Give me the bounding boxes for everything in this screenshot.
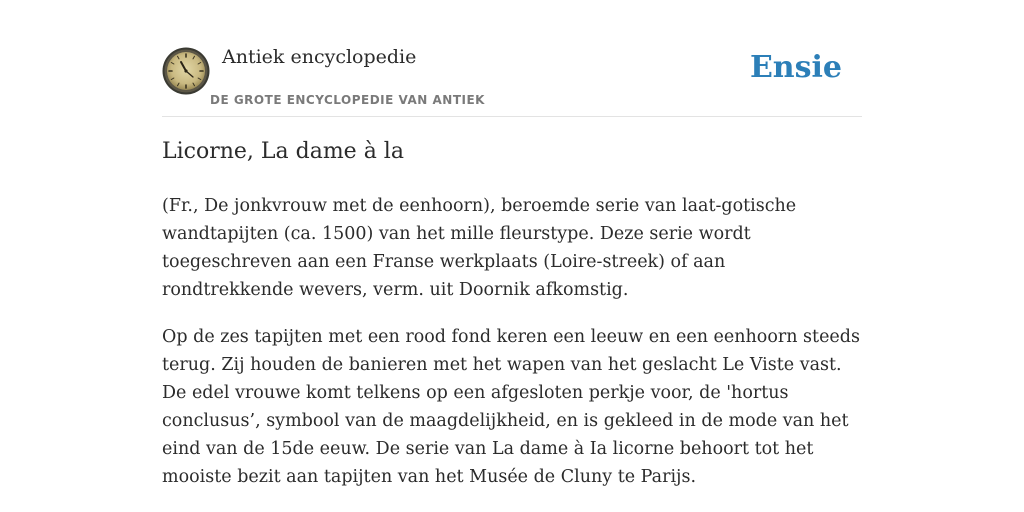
site-header [162, 46, 862, 117]
site-name[interactable]: Antiek encyclopedie [222, 46, 417, 68]
article-title: Licorne, La dame à la [162, 139, 404, 164]
article-body [162, 192, 862, 510]
ensie-brand-link[interactable]: Ensie [749, 50, 842, 85]
site-tagline: DE GROTE ENCYCLOPEDIE VAN ANTIEK [210, 93, 485, 107]
article-paragraph: (Fr., De jonkvrouw met de eenhoorn), beroemde serie van laat-gotische wandtapijten (ca. 1500) van het mille fleurstype. Deze serie wordt toegeschreven aan een Franse werkplaats (Loire-streek) of aan rondtrekkende wevers, verm. uit Doornik afkomstig. [162, 196, 797, 300]
clock-icon[interactable] [162, 47, 210, 95]
article-paragraph: Op de zes tapijten met een rood fond keren een leeuw en een eenhoorn steeds terug. Zij houden de banieren met het wapen van het geslacht Le Viste vast. De edel vrouwe komt telkens op een afgesloten perkje voor, de 'hortus conclusus’, symbool van de maagdelijkheid, en is gekleed in de mode van het eind van de 15de eeuw. De serie van La dame à Ia licorne behoort tot het mooiste bezit aan tapijten van het Musée de Cluny te Parijs. [162, 327, 860, 487]
